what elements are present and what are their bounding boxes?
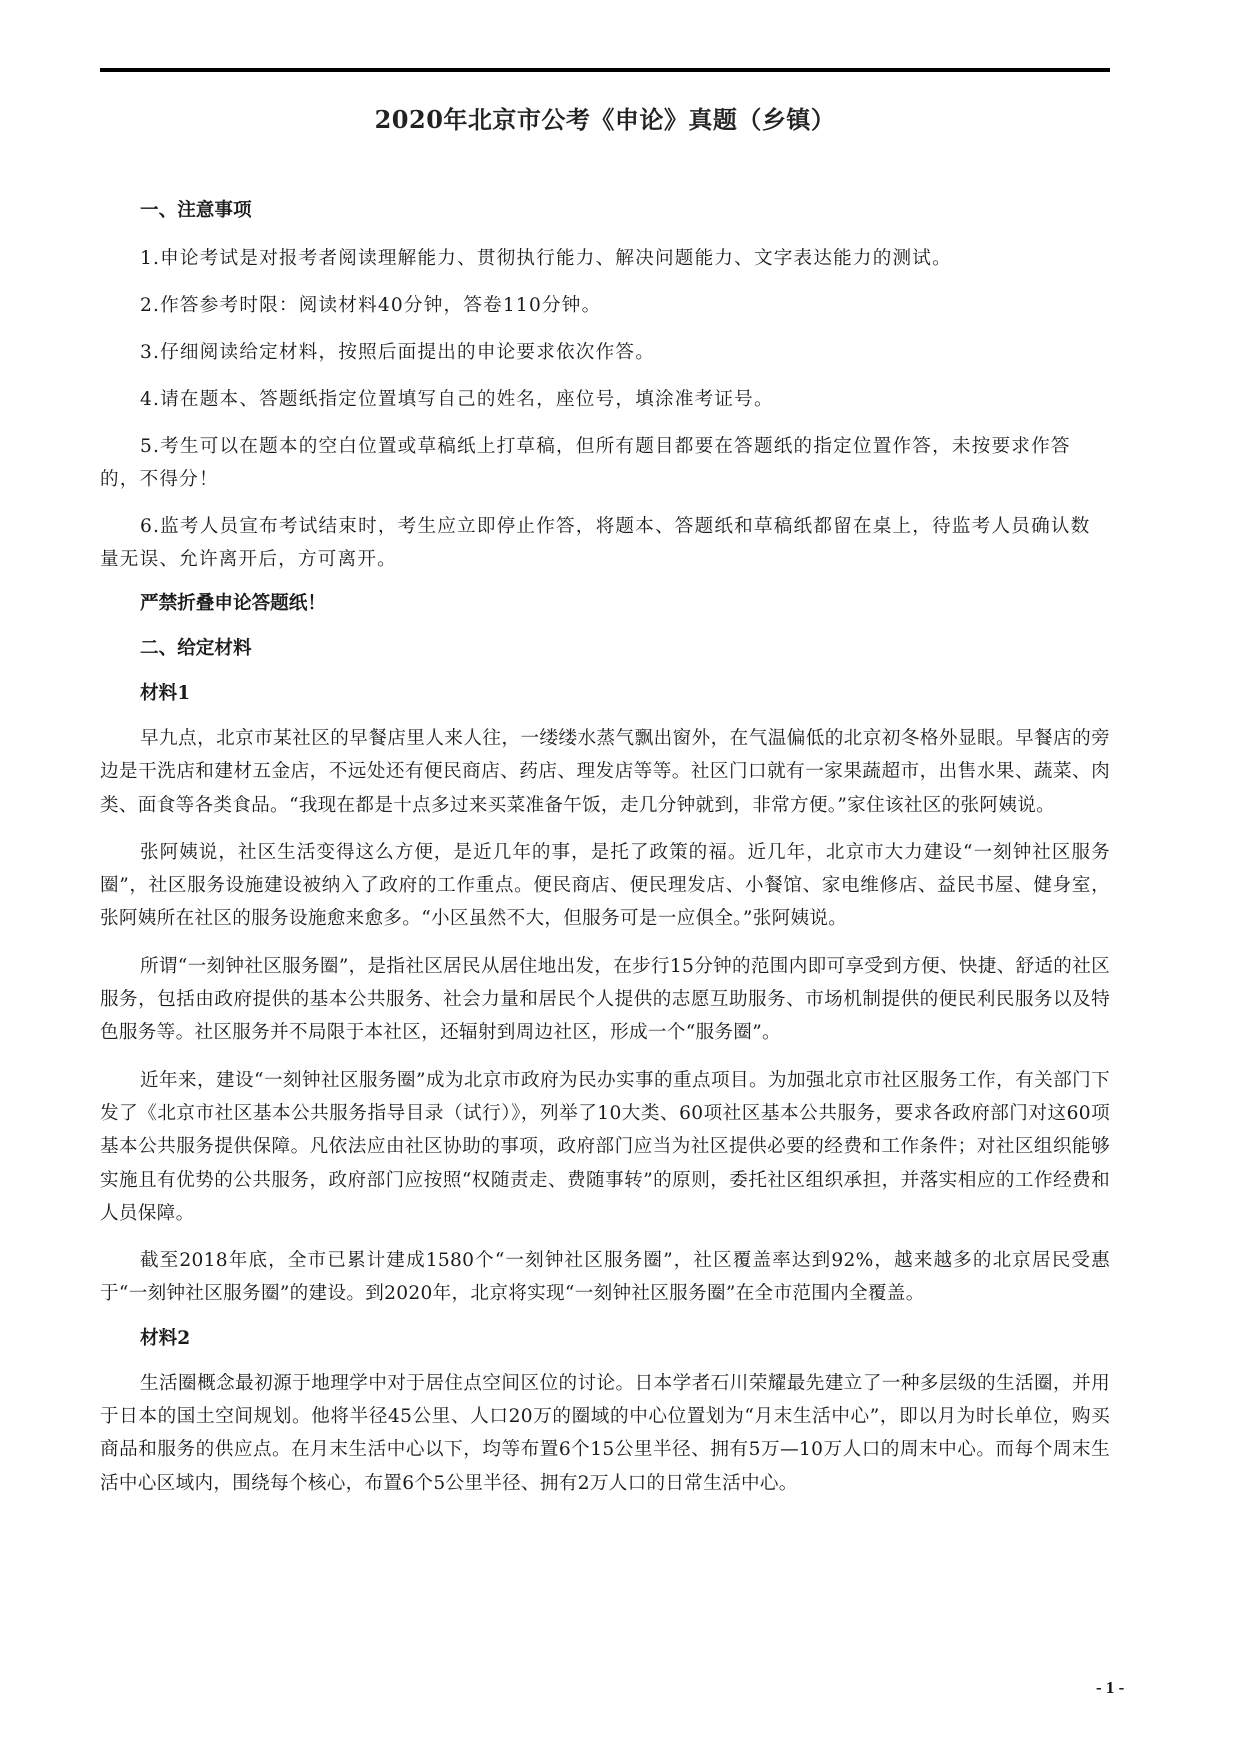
note-item: 4.请在题本、答题纸指定位置填写自己的姓名，座位号，填涂准考证号。	[140, 389, 774, 410]
header-rule	[100, 68, 1110, 72]
material-2-title: 材料2	[140, 1327, 191, 1349]
document-body	[100, 198, 1110, 1514]
material-paragraph: 生活圈概念最初源于地理学中对于居住点空间区位的讨论。日本学者石川荣耀最先建立了一种多层级的生活圈，并用于日本的国土空间规划。他将半径45公里、人口20万的圈域的中心位置划为“月末生活中心”，即以月为时长单位，购买商品和服务的供应点。在月末生活中心以下，均等布置6个15公里半径、拥有5万—10万人口的周末中心。而每个周末生活中心区域内，围绕每个核心，布置6个5公里半径、拥有2万人口的日常生活中心。	[100, 1372, 1110, 1494]
document-title: 2020年北京市公考《申论》真题（乡镇）	[374, 105, 836, 134]
material-paragraph: 张阿姨说，社区生活变得这么方便，是近几年的事，是托了政策的福。近几年，北京市大力建设“一刻钟社区服务圈”，社区服务设施建设被纳入了政府的工作重点。便民商店、便民理发店、小餐馆、家电维修店、益民书屋、健身室，张阿姨所在社区的服务设施愈来愈多。“小区虽然不大，但服务可是一应俱全。”张阿姨说。	[100, 841, 1110, 930]
note-item: 3.仔细阅读给定材料，按照后面提出的申论要求依次作答。	[140, 342, 655, 363]
section-heading-notes: 一、注意事项	[140, 200, 252, 221]
warning-text: 严禁折叠申论答题纸！	[140, 593, 326, 614]
material-paragraph: 所谓“一刻钟社区服务圈”，是指社区居民从居住地出发，在步行15分钟的范围内即可享受到方便、快捷、舒适的社区服务，包括由政府提供的基本公共服务、社会力量和居民个人提供的志愿互助服务、市场机制提供的便民利民服务以及特色服务等。社区服务并不局限于本社区，还辐射到周边社区，形成一个“服务圈”。	[100, 955, 1110, 1044]
material-1-title: 材料1	[140, 683, 191, 704]
note-item: 6.监考人员宣布考试结束时，考生应立即停止作答，将题本、答题纸和草稿纸都留在桌上，待监考人员确认数量无误、允许离开后，方可离开。	[100, 516, 1091, 570]
material-paragraph: 近年来，建设“一刻钟社区服务圈”成为北京市政府为民办实事的重点项目。为加强北京市社区服务工作，有关部门下发了《北京市社区基本公共服务指导目录（试行）》，列举了10大类、60项社区基本公共服务，要求各政府部门对这60项基本公共服务提供保障。凡依法应由社区协助的事项，政府部门应当为社区提供必要的经费和工作条件；对社区组织能够实施且有优势的公共服务，政府部门应按照“权随责走、费随事转”的原则，委托社区组织承担，并落实相应的工作经费和人员保障。	[100, 1069, 1110, 1224]
note-item: 1.申论考试是对报考者阅读理解能力、贯彻执行能力、解决问题能力、文字表达能力的测试。	[140, 248, 952, 269]
page-number: - 1 -	[1096, 1678, 1125, 1697]
note-item: 5.考生可以在题本的空白位置或草稿纸上打草稿，但所有题目都要在答题纸的指定位置作答，未按要求作答的，不得分！	[100, 436, 1071, 490]
note-item: 2.作答参考时限：阅读材料40分钟，答卷110分钟。	[140, 295, 602, 316]
material-paragraph: 早九点，北京市某社区的早餐店里人来人往，一缕缕水蒸气飘出窗外，在气温偏低的北京初冬格外显眼。早餐店的旁边是干洗店和建材五金店，不远处还有便民商店、药店、理发店等等。社区门口就有一家果蔬超市，出售水果、蔬菜、肉类、面食等各类食品。“我现在都是十点多过来买菜准备午饭，走几分钟就到，非常方便。”家住该社区的张阿姨说。	[100, 728, 1110, 816]
material-paragraph: 截至2018年底，全市已累计建成1580个“一刻钟社区服务圈”，社区覆盖率达到92%，越来越多的北京居民受惠于“一刻钟社区服务圈”的建设。到2020年，北京将实现“一刻钟社区服务圈”在全市范围内全覆盖。	[100, 1250, 1110, 1305]
section-heading-materials: 二、给定材料	[140, 638, 252, 659]
